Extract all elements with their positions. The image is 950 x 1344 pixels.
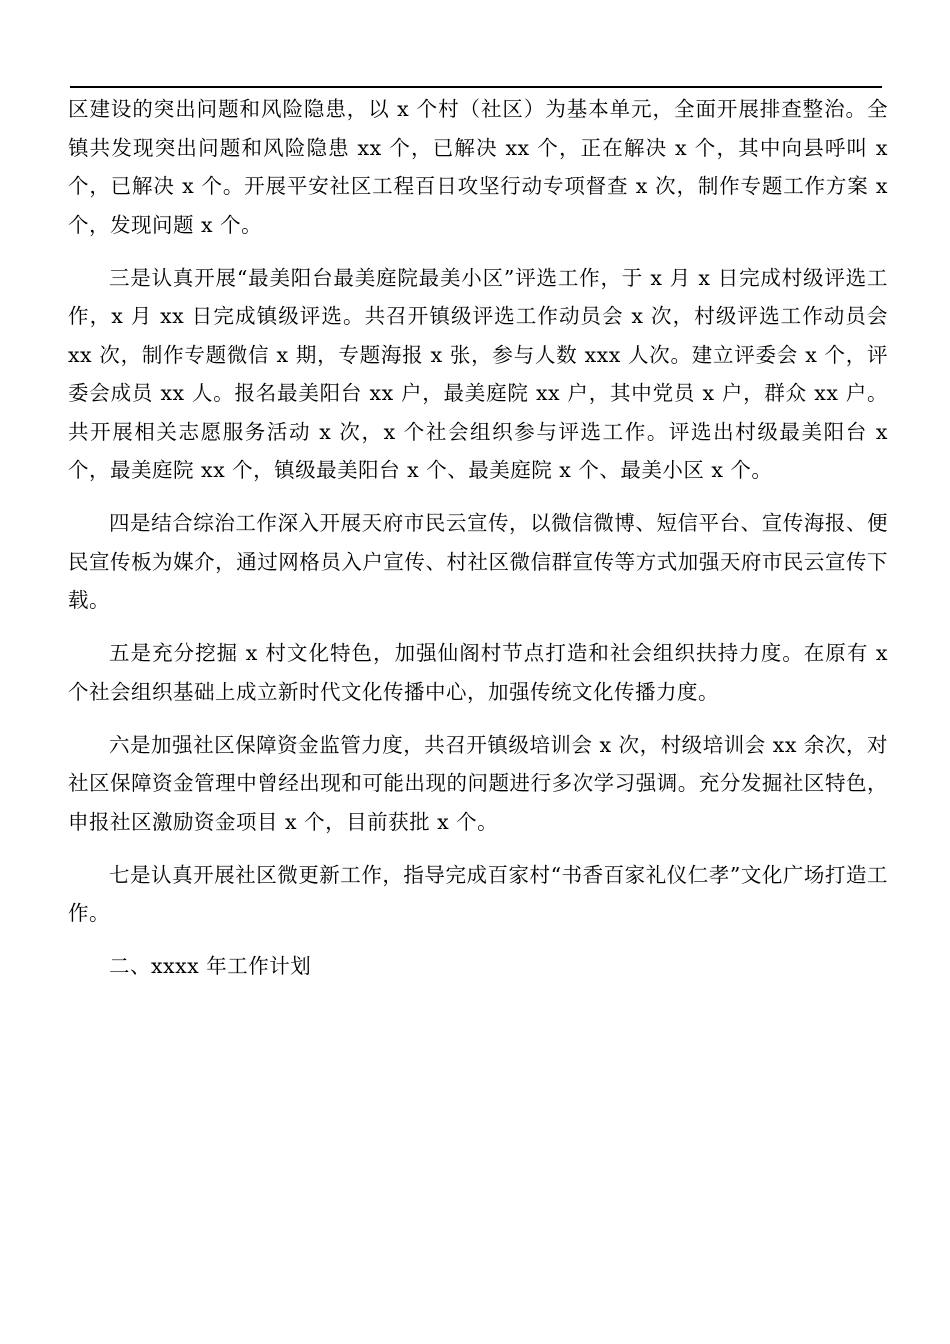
document-body xyxy=(68,90,888,986)
header-rule xyxy=(70,86,882,88)
paragraph-seven: 七是认真开展社区微更新工作，指导完成百家村“书香百家礼仪仁孝”文化广场打造工作。 xyxy=(68,862,888,925)
paragraph-three: 三是认真开展“最美阳台最美庭院最美小区”评选工作，于 x 月 x 日完成村级评选工作，x 月 xx 日完成镇级评选。共召开镇级评选工作动员会 x 次，村级评选工作动员会 xx 次，制作专题微信 x 期，专题海报 x 张，参与人数 xxx 人次。建立评委会 x 个，评委会成员 xx 人。报名最美阳台 xx 户，最美庭院 xx 户，其中党员 x 户，群众 xx 户。共开展相关志愿服务活动 x 次，x 个社会组织参与评选工作。评选出村级最美阳台 x 个，最美庭院 xx 个，镇级最美阳台 x 个、最美庭院 x 个、最美小区 x 个。 xyxy=(68,265,888,482)
section-heading: 二、xxxx 年工作计划 xyxy=(109,954,312,978)
paragraph-six: 六是加强社区保障资金监管力度，共召开镇级培训会 x 次，村级培训会 xx 余次，对社区保障资金管理中曾经出现和可能出现的问题进行多次学习强调。充分发掘社区特色，申报社区激励资金项目 x 个，目前获批 x 个。 xyxy=(68,732,888,834)
paragraph-four: 四是结合综治工作深入开展天府市民云宣传，以微信微博、短信平台、宣传海报、便民宣传板为媒介，通过网格员入户宣传、村社区微信群宣传等方式加强天府市民云宣传下载。 xyxy=(68,511,888,612)
paragraph-five: 五是充分挖掘 x 村文化特色，加强仙阁村节点打造和社会组织扶持力度。在原有 x 个社会组织基础上成立新时代文化传播中心，加强传统文化传播力度。 xyxy=(68,641,888,704)
paragraph-continuation: 区建设的突出问题和风险隐患，以 x 个村（社区）为基本单元，全面开展排查整治。全镇共发现突出问题和风险隐患 xx 个，已解决 xx 个，正在解决 x 个，其中向县呼叫 x 个，已解决 x 个。开展平安社区工程百日攻坚行动专项督查 x 次，制作专题工作方案 x 个，发现问题 x 个。 xyxy=(68,97,888,237)
